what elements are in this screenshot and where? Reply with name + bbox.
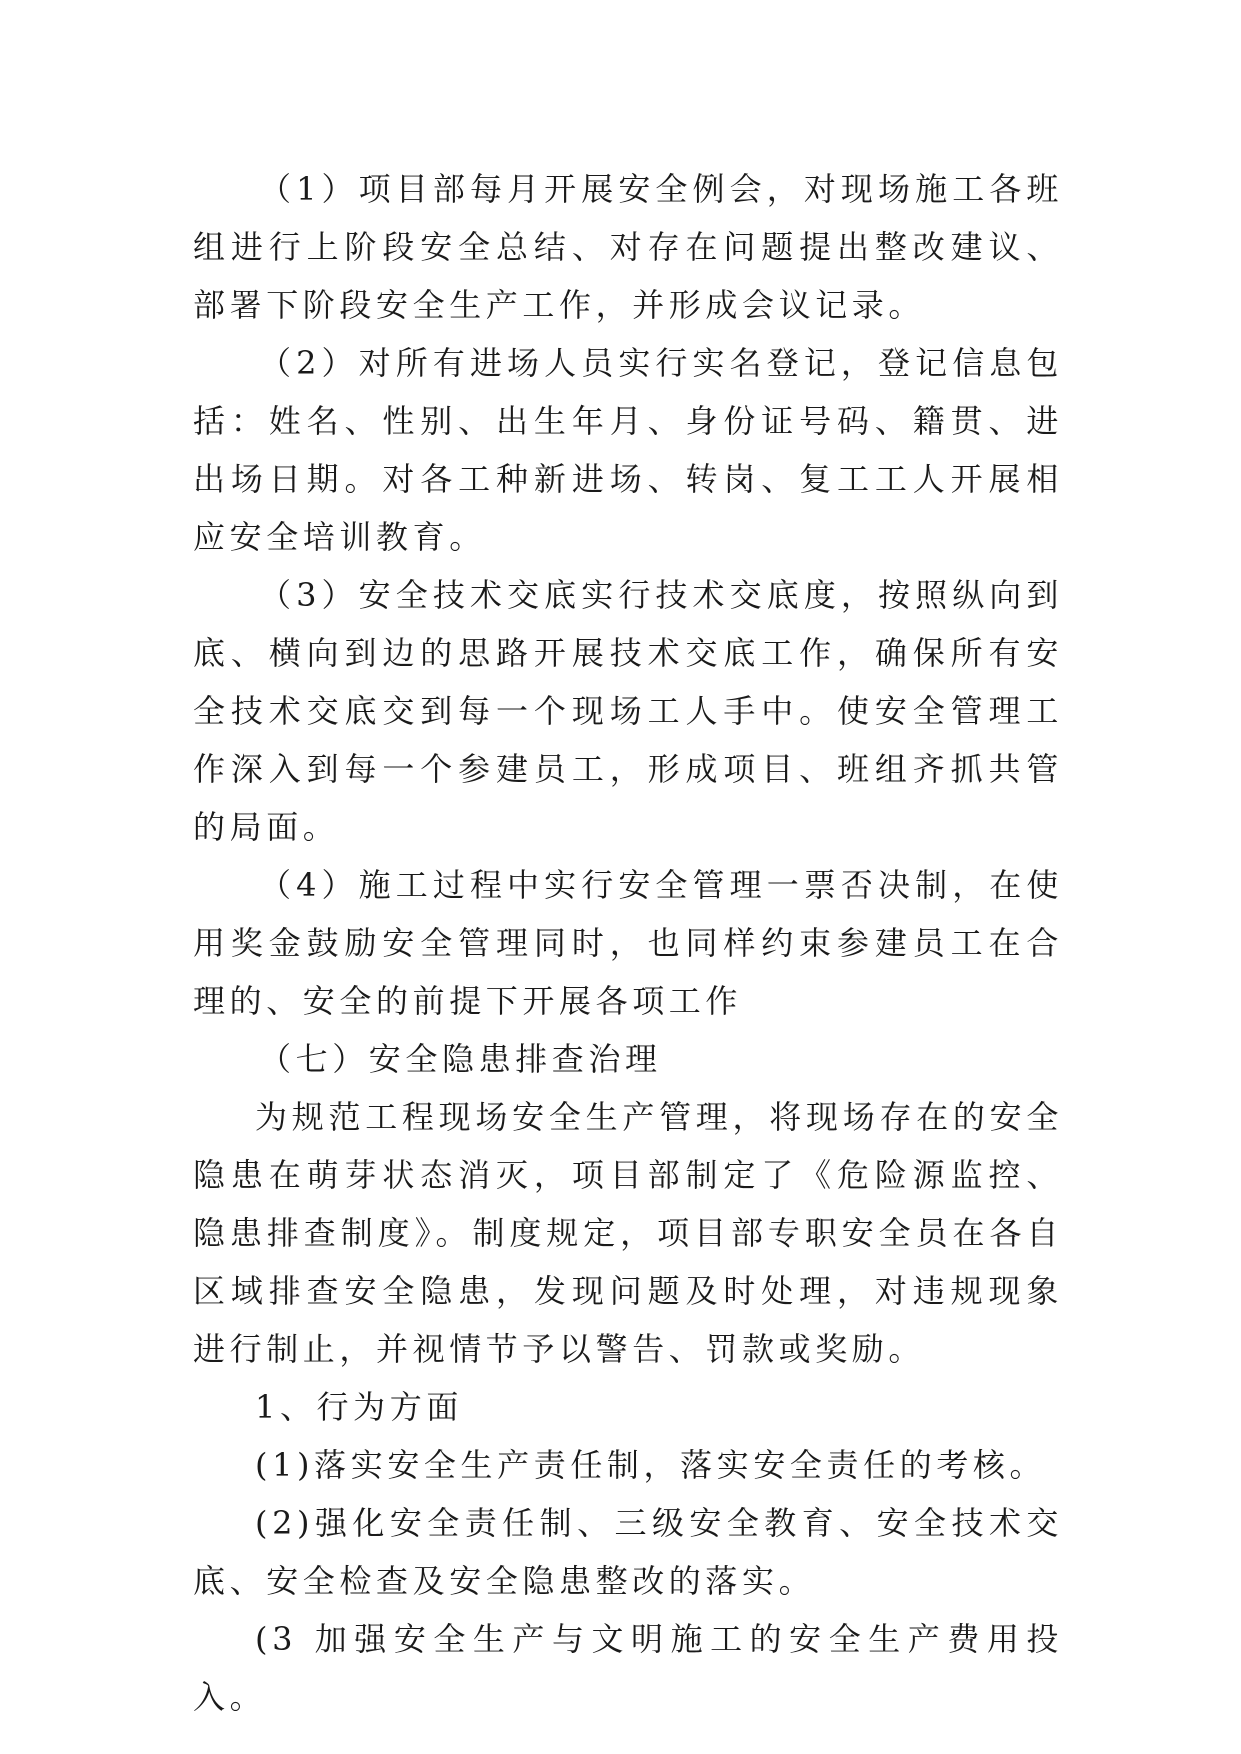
list-item-2: (2)强化安全责任制、三级安全教育、安全技术交底、安全检查及安全隐患整改的落实。	[193, 1504, 1063, 1600]
list-item-3: (3 加强安全生产与文明施工的安全生产费用投入。	[193, 1620, 1063, 1716]
document-body	[193, 160, 1063, 1726]
paragraph-item-2: （2）对所有进场人员实行实名登记，登记信息包括：姓名、性别、出生年月、身份证号码、籍贯、进出场日期。对各工种新进场、转岗、复工工人开展相应安全培训教育。	[193, 344, 1063, 556]
list-item-1: (1)落实安全生产责任制，落实安全责任的考核。	[255, 1446, 1047, 1484]
paragraph-item-1: （1）项目部每月开展安全例会，对现场施工各班组进行上阶段安全总结、对存在问题提出整改建议、部署下阶段安全生产工作，并形成会议记录。	[193, 170, 1063, 324]
paragraph-item-3: （3）安全技术交底实行技术交底度，按照纵向到底、横向到边的思路开展技术交底工作，确保所有安全技术交底交到每一个现场工人手中。使安全管理工作深入到每一个参建员工，形成项目、班组齐抓共管的局面。	[193, 576, 1063, 846]
paragraph-hazard-management: 为规范工程现场安全生产管理，将现场存在的安全隐患在萌芽状态消灭，项目部制定了《危险源监控、隐患排查制度》。制度规定，项目部专职安全员在各自区域排查安全隐患，发现问题及时处理，对违规现象进行制止，并视情节予以警告、罚款或奖励。	[193, 1098, 1063, 1368]
section-heading: （七）安全隐患排查治理	[259, 1040, 662, 1078]
paragraph-item-4: （4）施工过程中实行安全管理一票否决制，在使用奖金鼓励安全管理同时，也同样约束参建员工在合理的、安全的前提下开展各项工作	[193, 866, 1063, 1020]
subsection-heading: 1、行为方面	[255, 1388, 463, 1426]
